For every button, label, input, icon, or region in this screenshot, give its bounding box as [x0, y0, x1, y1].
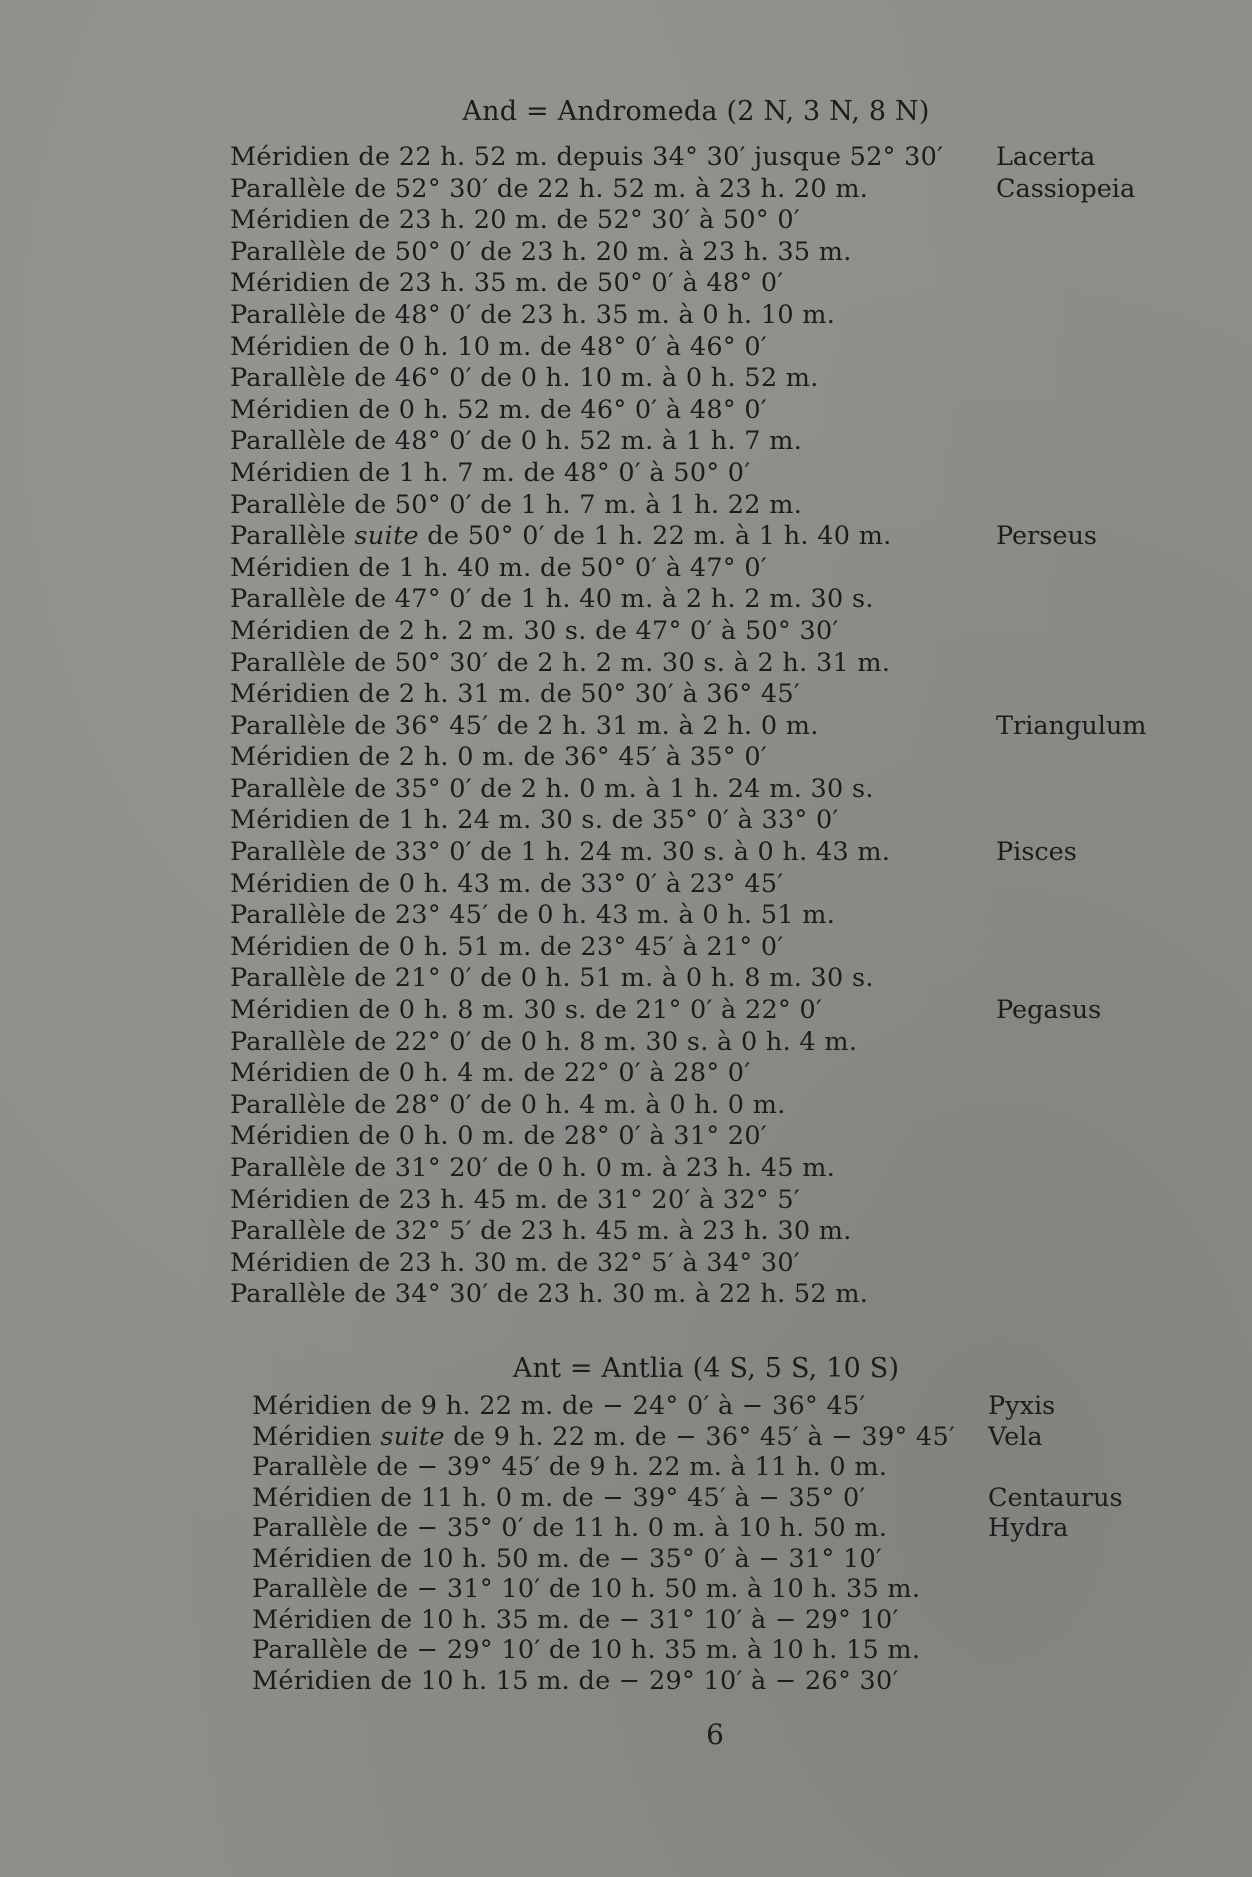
boundary-row — [0, 268, 1252, 300]
neighbor-constellation: Triangulum — [996, 710, 1147, 741]
boundary-row — [0, 332, 1252, 364]
boundary-text: Parallèle de 50° 0′ de 23 h. 20 m. à 23 h. 35 m. — [230, 236, 852, 267]
boundary-row — [0, 521, 1252, 553]
boundary-text: Méridien de 0 h. 51 m. de 23° 45′ à 21° 0′ — [230, 931, 784, 962]
neighbor-constellation: Pisces — [996, 837, 1077, 868]
boundary-list-andromeda — [0, 142, 1252, 1311]
boundary-row — [0, 711, 1252, 743]
boundary-text: Méridien de 22 h. 52 m. depuis 34° 30′ jusque 52° 30′ — [230, 142, 944, 172]
boundary-row — [0, 1574, 1252, 1605]
boundary-row — [0, 1483, 1252, 1514]
boundary-row — [0, 774, 1252, 806]
boundary-text: Méridien de 0 h. 0 m. de 28° 0′ à 31° 20′ — [230, 1121, 767, 1152]
boundary-text: Parallèle de 50° 0′ de 1 h. 7 m. à 1 h. 22 m. — [230, 489, 803, 520]
boundary-text: Parallèle de 28° 0′ de 0 h. 4 m. à 0 h. 0 m. — [230, 1089, 786, 1120]
boundary-row — [0, 1452, 1252, 1483]
boundary-row — [0, 584, 1252, 616]
boundary-row — [0, 995, 1252, 1027]
boundary-text: Parallèle de 48° 0′ de 0 h. 52 m. à 1 h. 7 m. — [230, 426, 803, 457]
boundary-text: Parallèle de 21° 0′ de 0 h. 51 m. à 0 h. 8 m. 30 s. — [230, 963, 874, 994]
boundary-text: Parallèle de − 39° 45′ de 9 h. 22 m. à 11 h. 0 m. — [252, 1452, 888, 1482]
boundary-list-antlia — [0, 1391, 1252, 1696]
boundary-row — [0, 1058, 1252, 1090]
boundary-text: Méridien de 9 h. 22 m. de − 24° 0′ à − 36° 45′ — [252, 1391, 866, 1421]
boundary-text: Méridien suite de 9 h. 22 m. de − 36° 45′ à − 39° 45′ — [252, 1421, 956, 1452]
boundary-row — [0, 648, 1252, 680]
boundary-text: Méridien de 10 h. 15 m. de − 29° 10′ à − 26° 30′ — [252, 1665, 899, 1696]
boundary-row — [0, 490, 1252, 522]
boundary-text: Méridien de 1 h. 24 m. 30 s. de 35° 0′ à 33° 0′ — [230, 805, 839, 836]
boundary-row — [0, 616, 1252, 648]
boundary-row — [0, 205, 1252, 237]
boundary-text: Méridien de 11 h. 0 m. de − 39° 45′ à − 35° 0′ — [252, 1482, 866, 1513]
boundary-text: Méridien de 2 h. 0 m. de 36° 45′ à 35° 0′ — [230, 742, 767, 773]
boundary-row — [0, 1121, 1252, 1153]
boundary-row — [0, 174, 1252, 206]
boundary-row — [0, 1544, 1252, 1575]
boundary-row — [0, 142, 1252, 174]
boundary-row — [0, 1248, 1252, 1280]
neighbor-constellation: Pyxis — [988, 1391, 1056, 1421]
boundary-row — [0, 300, 1252, 332]
boundary-text: Méridien de 23 h. 45 m. de 31° 20′ à 32° 5′ — [230, 1184, 800, 1215]
boundary-row — [0, 1391, 1252, 1422]
boundary-text: Méridien de 0 h. 52 m. de 46° 0′ à 48° 0′ — [230, 394, 767, 425]
boundary-row — [0, 1605, 1252, 1636]
boundary-text: Méridien de 1 h. 7 m. de 48° 0′ à 50° 0′ — [230, 457, 751, 488]
neighbor-constellation: Vela — [988, 1421, 1043, 1452]
boundary-text: Parallèle de 32° 5′ de 23 h. 45 m. à 23 h. 30 m. — [230, 1216, 852, 1247]
boundary-text: Parallèle de 34° 30′ de 23 h. 30 m. à 22 h. 52 m. — [230, 1279, 869, 1310]
boundary-text: Méridien de 23 h. 30 m. de 32° 5′ à 34° 30′ — [230, 1247, 800, 1278]
boundary-text: Parallèle de 48° 0′ de 23 h. 35 m. à 0 h. 10 m. — [230, 299, 836, 330]
neighbor-constellation: Pegasus — [996, 995, 1102, 1026]
boundary-row — [0, 1513, 1252, 1544]
boundary-text: Parallèle de 33° 0′ de 1 h. 24 m. 30 s. à 0 h. 43 m. — [230, 837, 891, 868]
boundary-text: Parallèle de − 35° 0′ de 11 h. 0 m. à 10 h. 50 m. — [252, 1513, 888, 1543]
boundary-text: Parallèle de 23° 45′ de 0 h. 43 m. à 0 h. 51 m. — [230, 900, 836, 931]
boundary-row — [0, 426, 1252, 458]
boundary-row — [0, 1027, 1252, 1059]
boundary-text: Méridien de 10 h. 50 m. de − 35° 0′ à − 31° 10′ — [252, 1543, 883, 1574]
boundary-row — [0, 1153, 1252, 1185]
boundary-text: Méridien de 1 h. 40 m. de 50° 0′ à 47° 0′ — [230, 552, 767, 583]
boundary-text: Méridien de 23 h. 35 m. de 50° 0′ à 48° 0′ — [230, 268, 784, 299]
boundary-text: Méridien de 0 h. 43 m. de 33° 0′ à 23° 45′ — [230, 868, 784, 899]
boundary-row — [0, 363, 1252, 395]
neighbor-constellation: Lacerta — [996, 142, 1096, 172]
neighbor-constellation: Centaurus — [988, 1482, 1123, 1513]
boundary-text: Parallèle de 31° 20′ de 0 h. 0 m. à 23 h. 45 m. — [230, 1153, 836, 1183]
boundary-text: Parallèle de 22° 0′ de 0 h. 8 m. 30 s. à 0 h. 4 m. — [230, 1026, 858, 1057]
boundary-row — [0, 237, 1252, 269]
boundary-row — [0, 900, 1252, 932]
boundary-row — [0, 1635, 1252, 1666]
boundary-row — [0, 805, 1252, 837]
boundary-text: Méridien de 23 h. 20 m. de 52° 30′ à 50° 0′ — [230, 205, 800, 236]
neighbor-constellation: Hydra — [988, 1513, 1069, 1543]
boundary-row — [0, 458, 1252, 490]
boundary-row — [0, 837, 1252, 869]
boundary-text: Méridien de 0 h. 8 m. 30 s. de 21° 0′ à 22° 0′ — [230, 995, 823, 1026]
boundary-text: Parallèle de 36° 45′ de 2 h. 31 m. à 2 h. 0 m. — [230, 710, 819, 741]
boundary-row — [0, 1422, 1252, 1453]
boundary-text: Parallèle de − 31° 10′ de 10 h. 50 m. à 10 h. 35 m. — [252, 1574, 921, 1604]
boundary-row — [0, 1185, 1252, 1217]
section-heading-antlia: Ant = Antlia (4 S, 5 S, 10 S) — [512, 1353, 900, 1384]
boundary-text: Parallèle de 52° 30′ de 22 h. 52 m. à 23 h. 20 m. — [230, 173, 869, 204]
boundary-row — [0, 553, 1252, 585]
neighbor-constellation: Cassiopeia — [996, 173, 1136, 204]
boundary-text: Parallèle de 47° 0′ de 1 h. 40 m. à 2 h. 2 m. 30 s. — [230, 584, 874, 615]
page-number: 6 — [706, 1718, 724, 1751]
boundary-text: Parallèle de 35° 0′ de 2 h. 0 m. à 1 h. 24 m. 30 s. — [230, 773, 874, 804]
boundary-text: Méridien de 0 h. 10 m. de 48° 0′ à 46° 0′ — [230, 331, 767, 362]
boundary-row — [0, 869, 1252, 901]
boundary-text: Méridien de 0 h. 4 m. de 22° 0′ à 28° 0′ — [230, 1058, 751, 1089]
boundary-row — [0, 963, 1252, 995]
boundary-row — [0, 679, 1252, 711]
boundary-text: Parallèle suite de 50° 0′ de 1 h. 22 m. à 1 h. 40 m. — [230, 521, 892, 552]
boundary-row — [0, 1666, 1252, 1697]
boundary-row — [0, 932, 1252, 964]
neighbor-constellation: Perseus — [996, 521, 1097, 552]
boundary-text: Parallèle de 46° 0′ de 0 h. 10 m. à 0 h. 52 m. — [230, 363, 819, 394]
boundary-row — [0, 1090, 1252, 1122]
boundary-text: Méridien de 10 h. 35 m. de − 31° 10′ à − 29° 10′ — [252, 1604, 899, 1635]
boundary-text: Méridien de 2 h. 31 m. de 50° 30′ à 36° 45′ — [230, 679, 800, 710]
boundary-row — [0, 742, 1252, 774]
boundary-text: Parallèle de − 29° 10′ de 10 h. 35 m. à 10 h. 15 m. — [252, 1635, 921, 1665]
boundary-text: Parallèle de 50° 30′ de 2 h. 2 m. 30 s. à 2 h. 31 m. — [230, 647, 891, 678]
boundary-row — [0, 1216, 1252, 1248]
boundary-row — [0, 1279, 1252, 1311]
boundary-row — [0, 395, 1252, 427]
boundary-text: Méridien de 2 h. 2 m. 30 s. de 47° 0′ à 50° 30′ — [230, 615, 839, 646]
section-heading-andromeda: And = Andromeda (2 N, 3 N, 8 N) — [462, 96, 930, 127]
